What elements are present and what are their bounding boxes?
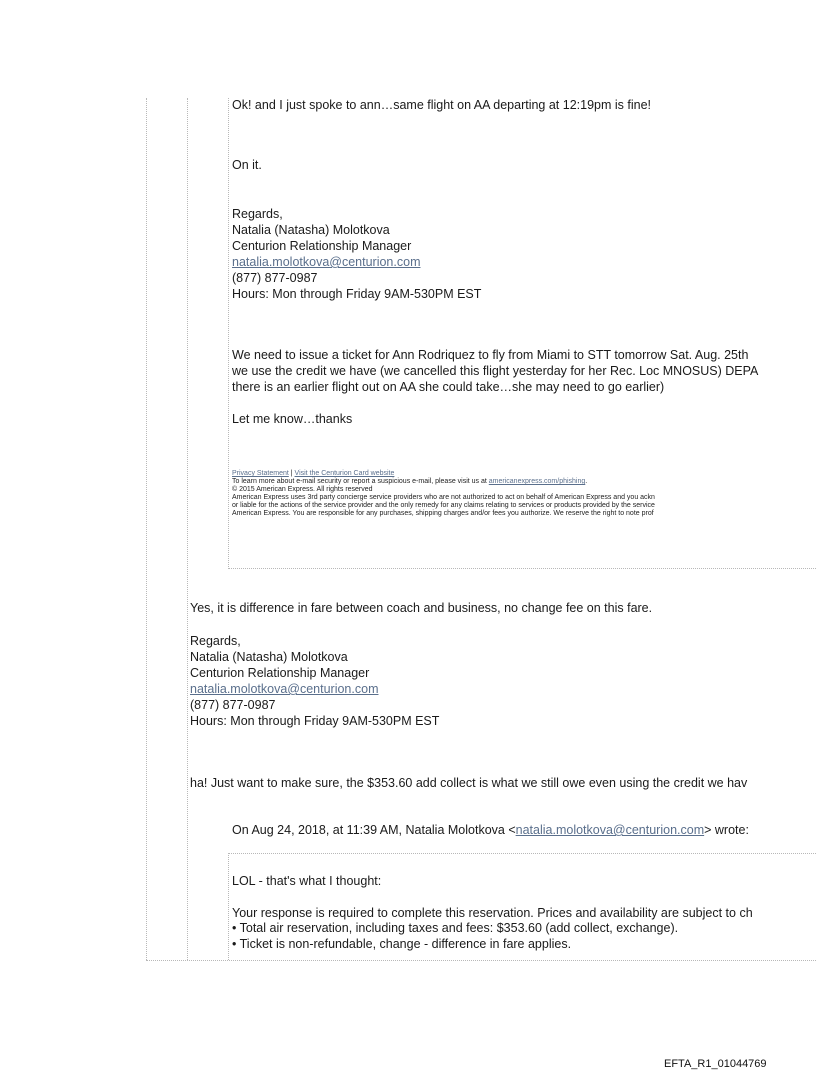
quote-header-suffix: > wrote:: [704, 823, 749, 837]
disclaimer-line: American Express. You are responsible for any purchases, shipping charges and/or fees you authorize. We reserve the right to note prof: [232, 510, 654, 517]
inner-quote-border-bottom: [228, 568, 816, 569]
disclaimer-copyright: © 2015 American Express. All rights reserved: [232, 486, 373, 493]
bullet-item: • Total air reservation, including taxes and fees: $353.60 (add collect, exchange).: [232, 921, 679, 935]
link-separator: |: [288, 470, 295, 477]
message-add-collect: ha! Just want to make sure, the $353.60 add collect is what we still owe even using the credit we hav: [190, 776, 748, 790]
signature-hours: Hours: Mon through Friday 9AM-530PM EST: [190, 714, 440, 728]
signature-name: Natalia (Natasha) Molotkova: [190, 650, 348, 664]
document-id: EFTA_R1_01044769: [664, 1058, 767, 1070]
visit-centurion-website-link[interactable]: Visit the Centurion Card website: [294, 470, 395, 477]
message-on-it: On it.: [232, 158, 262, 172]
message-response-required: Your response is required to complete this reservation. Prices and availability are subject to ch: [232, 906, 753, 920]
signature-hours: Hours: Mon through Friday 9AM-530PM EST: [232, 287, 482, 301]
outer-quote-border-bottom: [146, 960, 816, 961]
mid-quote-border-left: [187, 98, 188, 960]
quote-header-email-link[interactable]: natalia.molotkova@centurion.com: [515, 823, 705, 837]
phishing-text: To learn more about e-mail security or report a suspicious e-mail, please visit us at: [232, 478, 489, 485]
request-line: we use the credit we have (we cancelled this flight yesterday for her Rec. Loc MNOSUS) DEPA: [232, 364, 759, 378]
message-fare-difference: Yes, it is difference in fare between coach and business, no change fee on this fare.: [190, 601, 653, 615]
outer-quote-border-left: [146, 98, 147, 960]
disclaimer-line: American Express uses 3rd party concierge service providers who are not authorized to act on behalf of American Express and you ackn: [232, 494, 655, 501]
phishing-suffix: .: [585, 478, 588, 485]
quote-box-border-left: [228, 853, 229, 960]
quote-box-border-top: [228, 853, 816, 854]
inner-quote-border-left: [228, 98, 229, 569]
message-aa-flight: Ok! and I just spoke to ann…same flight on AA departing at 12:19pm is fine!: [232, 98, 652, 112]
signature-title: Centurion Relationship Manager: [232, 239, 412, 253]
phishing-link[interactable]: americanexpress.com/phishing: [488, 478, 586, 485]
request-line: We need to issue a ticket for Ann Rodriquez to fly from Miami to STT tomorrow Sat. Aug. 25th: [232, 348, 749, 362]
signature-title: Centurion Relationship Manager: [190, 666, 370, 680]
signature-regards: Regards,: [232, 207, 283, 221]
message-lol: LOL - that's what I thought:: [232, 874, 382, 888]
signature-email-link[interactable]: natalia.molotkova@centurion.com: [190, 682, 379, 696]
message-let-me-know: Let me know…thanks: [232, 412, 353, 426]
request-line: there is an earlier flight out on AA she could take…she may need to go earlier): [232, 380, 665, 394]
signature-phone: (877) 877-0987: [232, 271, 318, 285]
privacy-statement-link[interactable]: Privacy Statement: [232, 470, 289, 477]
quote-header: [232, 823, 749, 837]
signature-email-link[interactable]: natalia.molotkova@centurion.com: [232, 255, 421, 269]
bullet-item: • Ticket is non-refundable, change - difference in fare applies.: [232, 937, 572, 951]
signature-name: Natalia (Natasha) Molotkova: [232, 223, 390, 237]
quote-header-prefix: On Aug 24, 2018, at 11:39 AM, Natalia Molotkova <: [232, 823, 516, 837]
disclaimer-line: or liable for the actions of the service provider and the only remedy for any claims relating to services or products provided by the service: [232, 502, 655, 509]
signature-regards: Regards,: [190, 634, 241, 648]
signature-phone: (877) 877-0987: [190, 698, 276, 712]
